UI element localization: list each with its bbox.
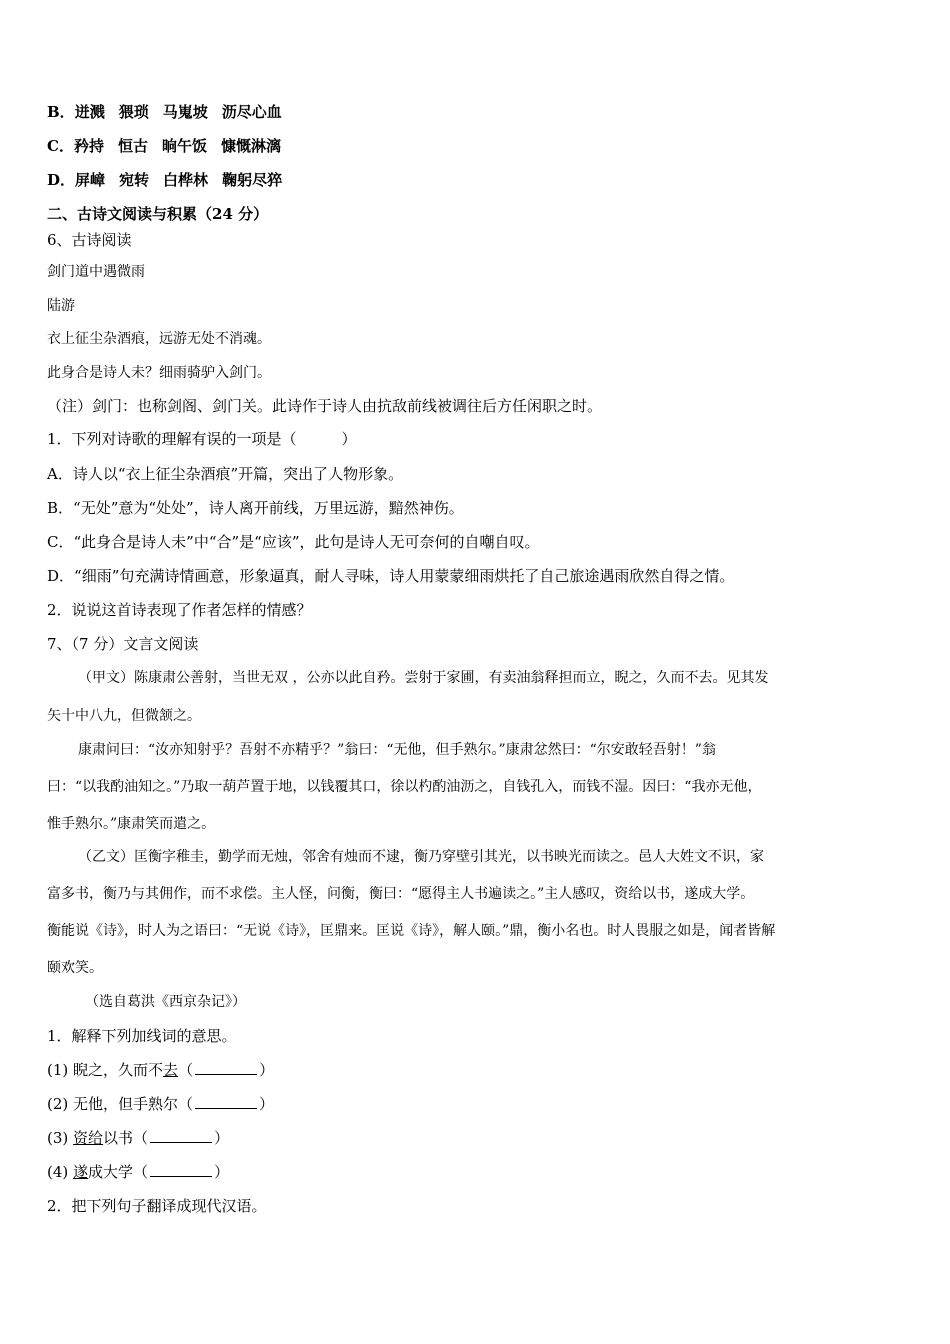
answer-blank[interactable] (195, 1094, 257, 1109)
q6-sub1: 1．下列对诗歌的理解有误的一项是（ ） (47, 430, 357, 448)
q6-option-d: D．“细雨”句充满诗情画意，形象逼真，耐人寻味，诗人用蒙蒙细雨烘托了自己旅途遇雨欣然自得之情。 (47, 567, 735, 585)
vocab-item-2 (47, 1094, 920, 1114)
word: 屏嶂 (75, 171, 106, 189)
close-paren: ） (259, 1095, 275, 1113)
word: 沥尽心血 (221, 103, 282, 121)
item-num: (3) (47, 1129, 69, 1147)
poem-author: 陆游 (47, 298, 75, 314)
answer-blank[interactable] (195, 1060, 257, 1075)
option-label: C． (47, 137, 74, 155)
q6-option-c: C．“此身合是诗人未”中“合”是“应该”，此句是诗人无可奈何的自嘲自叹。 (47, 533, 540, 551)
section-title: 二、古诗文阅读与积累（24 分） (47, 205, 269, 223)
item-text: 睨之，久而不 (73, 1061, 164, 1079)
q6-sub2: 2．说说这首诗表现了作者怎样的情感？ (47, 601, 312, 619)
close-paren: ） (259, 1061, 275, 1079)
word: 晌午饭 (161, 137, 207, 155)
vocab-item-1 (47, 1060, 920, 1080)
q6-option-a: A．诗人以“衣上征尘杂酒痕”开篇，突出了人物形象。 (47, 465, 404, 483)
answer-blank[interactable] (150, 1162, 212, 1177)
item-num: (4) (47, 1163, 69, 1181)
jia-text: （甲文）陈康肃公善射，当世无双 ，公亦以此自矜。尝射于家圃，有卖油翁释担而立，睨之，久而不去。见其发 (78, 670, 769, 686)
close-paren: ） (214, 1163, 230, 1181)
yi-text: （乙文）匡衡字稚圭，勤学而无烛，邻舍有烛而不逮，衡乃穿壁引其光，以书映光而读之。邑人大姓文不识，家 (78, 849, 764, 865)
item-num: (1) (47, 1061, 69, 1079)
item-text: 成大学（ (88, 1163, 149, 1181)
item-num: (2) (47, 1095, 69, 1113)
underlined-word: 去 (163, 1061, 179, 1079)
yi-text: 衡能说《诗》，时人为之语曰：“无说《诗》，匡鼎来。匡说《诗》，解人颐。”鼎，衡小名也。时人畏服之如是，闻者皆解 (47, 923, 776, 939)
poem-line-1: 衣上征尘杂酒痕，远游无处不消魂。 (47, 331, 271, 347)
yi-text: 颐欢笑。 (47, 960, 103, 976)
item-text: 以书（ (103, 1129, 149, 1147)
word: 宛转 (119, 171, 150, 189)
q7-title: 7、（7 分）文言文阅读 (47, 635, 199, 653)
item-text: 无他，但手熟尔（ (73, 1095, 194, 1113)
yi-text: 富多书，衡乃与其佣作，而不求偿。主人怪，问衡，衡曰：“愿得主人书遍读之。”主人感叹，资给以书，遂成大学。 (47, 886, 755, 902)
vocab-item-3 (47, 1128, 920, 1148)
underlined-word: 遂 (73, 1163, 89, 1181)
q6-option-b: B．“无处”意为“处处”，诗人离开前线，万里远游，黯然神伤。 (47, 499, 464, 517)
word: 猥琐 (118, 103, 149, 121)
option-label: D． (47, 171, 76, 189)
close-paren: ） (214, 1129, 230, 1147)
q7-sub2: 2．把下列句子翻译成现代汉语。 (47, 1197, 267, 1215)
option-d (47, 170, 920, 190)
underlined-word: 资给 (73, 1129, 104, 1147)
poem-line-2: 此身合是诗人未？细雨骑驴入剑门。 (47, 365, 271, 381)
jia-text: 惟手熟尔。”康肃笑而遣之。 (47, 816, 216, 832)
poem-note: （注）剑门：也称剑阁、剑门关。此诗作于诗人由抗敌前线被调往后方任闲职之时。 (47, 397, 603, 415)
word: 鞠躬尽猝 (222, 171, 283, 189)
word: 白桦林 (163, 171, 209, 189)
q6-title: 6、古诗阅读 (47, 231, 132, 249)
word: 矜持 (73, 137, 104, 155)
option-c (47, 136, 920, 156)
word: 慷慨淋漓 (221, 137, 282, 155)
vocab-item-4 (47, 1162, 920, 1182)
jia-text: 曰：“以我酌油知之。”乃取一葫芦置于地，以钱覆其口，徐以杓酌油沥之，自钱孔入，而钱不湿。因曰：“我亦无他， (47, 779, 762, 795)
option-b (47, 102, 920, 122)
option-label: B． (47, 103, 75, 121)
q7-sub1: 1．解释下列加线词的意思。 (47, 1027, 237, 1045)
word: 迸溅 (74, 103, 105, 121)
source-note: （选自葛洪《西京杂记》） (85, 994, 246, 1010)
jia-text: 矢十中八九，但微颔之。 (47, 708, 201, 724)
word: 恒古 (117, 137, 148, 155)
word: 马嵬坡 (162, 103, 208, 121)
jia-text: 康肃问曰：“汝亦知射乎？吾射不亦精乎？”翁曰：“无他，但手熟尔。”康肃忿然曰：“尔安敢轻吾射！”翁 (78, 742, 716, 758)
answer-blank[interactable] (150, 1128, 212, 1143)
item-text: （ (178, 1061, 194, 1079)
poem-title: 剑门道中遇微雨 (47, 264, 145, 280)
